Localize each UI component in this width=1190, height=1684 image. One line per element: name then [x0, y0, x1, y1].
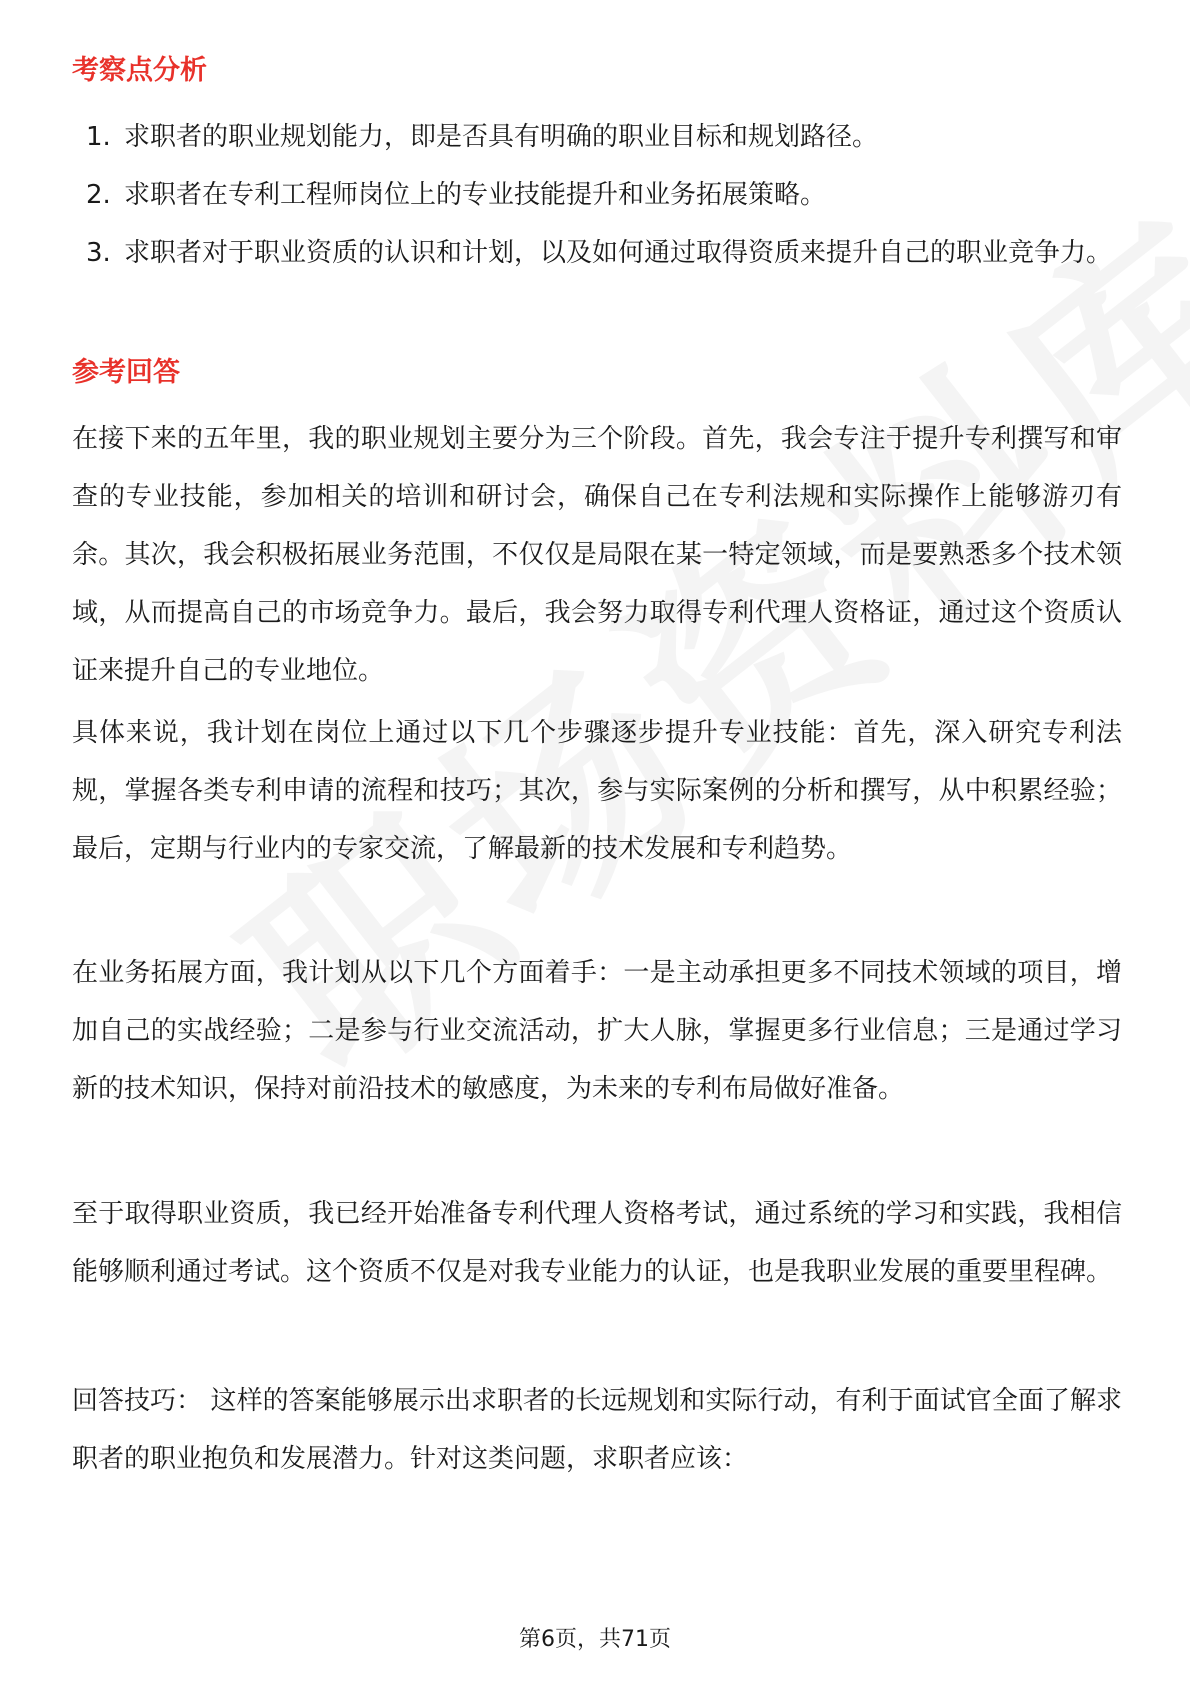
page-number: 第6页，共71页 — [519, 1627, 671, 1652]
answer-paragraph-4: 至于取得职业资质，我已经开始准备专利代理人资格考试，通过系统的学习和实践，我相信能够顺利通过考试。这个资质不仅是对我专业能力的认证，也是我职业发展的重要里程碑。 — [72, 1199, 1122, 1287]
answer-tips-paragraph: 回答技巧： 这样的答案能够展示出求职者的长远规划和实际行动，有利于面试官全面了解求职者的职业抱负和发展潜力。针对这类问题，求职者应该： — [72, 1386, 1122, 1474]
answer-heading: 参考回答 — [72, 357, 180, 388]
list-item-number: 2. — [86, 180, 111, 210]
list-item — [72, 166, 1118, 224]
answer-paragraph-1: 在接下来的五年里，我的职业规划主要分为三个阶段。首先，我会专注于提升专利撰写和审查的专业技能，参加相关的培训和研讨会，确保自己在专利法规和实际操作上能够游刃有余。其次，我会积极拓展业务范围，不仅仅是局限在某一特定领域，而是要熟悉多个技术领域，从而提高自己的市场竞争力。最后，我会努力取得专利代理人资格证，通过这个资质认证来提升自己的专业地位。 — [72, 424, 1122, 686]
list-item — [72, 224, 1118, 282]
list-item-number: 1. — [86, 122, 111, 152]
list-item-number: 3. — [86, 238, 111, 268]
list-item — [72, 108, 1118, 166]
analysis-list — [72, 108, 1118, 282]
list-item-text: 求职者在专利工程师岗位上的专业技能提升和业务拓展策略。 — [124, 180, 827, 210]
answer-paragraph-2: 具体来说，我计划在岗位上通过以下几个步骤逐步提升专业技能：首先，深入研究专利法规，掌握各类专利申请的流程和技巧；其次，参与实际案例的分析和撰写，从中积累经验；最后，定期与行业内的专家交流，了解最新的技术发展和专利趋势。 — [72, 718, 1122, 864]
list-item-text: 求职者对于职业资质的认识和计划，以及如何通过取得资质来提升自己的职业竞争力。 — [124, 238, 1113, 268]
answer-paragraph-3: 在业务拓展方面，我计划从以下几个方面着手：一是主动承担更多不同技术领域的项目，增加自己的实战经验；二是参与行业交流活动，扩大人脉，掌握更多行业信息；三是通过学习新的技术知识，保持对前沿技术的敏感度，为未来的专利布局做好准备。 — [72, 958, 1122, 1104]
list-item-text: 求职者的职业规划能力，即是否具有明确的职业目标和规划路径。 — [124, 122, 879, 152]
analysis-heading: 考察点分析 — [72, 55, 207, 86]
